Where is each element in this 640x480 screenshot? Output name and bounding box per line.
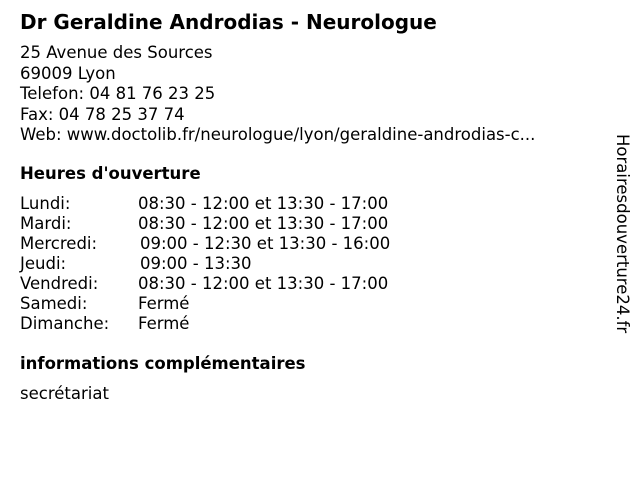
city-postcode: 69009 Lyon — [20, 63, 116, 83]
watermark-text: Horairesdouverture24.fr — [613, 134, 632, 334]
hours-value: Fermé — [138, 314, 190, 333]
hours-value: 09:00 - 12:30 et 13:30 - 16:00 — [140, 234, 391, 253]
page-title: Dr Geraldine Androdias - Neurologue — [20, 10, 437, 34]
day-label: Vendredi: — [20, 274, 99, 293]
hours-value: Fermé — [138, 294, 190, 313]
day-label: Mardi: — [20, 214, 72, 233]
street-address: 25 Avenue des Sources — [20, 43, 213, 62]
fax-number: Fax: 04 78 25 37 74 — [20, 104, 185, 124]
contact-block — [20, 43, 535, 146]
side-watermark — [602, 134, 640, 374]
hours-row-tuesday — [20, 214, 440, 234]
hours-row-saturday — [20, 294, 440, 314]
hours-value: 08:30 - 12:00 et 13:30 - 17:00 — [138, 194, 389, 213]
hours-value: 09:00 - 13:30 — [140, 254, 252, 273]
hours-row-monday — [20, 194, 440, 214]
hours-value: 08:30 - 12:00 et 13:30 - 17:00 — [138, 214, 389, 233]
day-label: Jeudi: — [20, 254, 67, 273]
day-label: Mercredi: — [20, 234, 98, 253]
hours-row-wednesday — [20, 234, 440, 254]
hours-value: 08:30 - 12:00 et 13:30 - 17:00 — [138, 274, 389, 293]
website-link[interactable]: Web: www.doctolib.fr/neurologue/lyon/geraldine-androdias-c... — [20, 125, 536, 144]
day-label: Samedi: — [20, 294, 88, 313]
opening-hours-table — [20, 194, 440, 334]
additional-info-heading: informations complémentaires — [20, 354, 306, 373]
opening-hours-heading: Heures d'ouverture — [20, 164, 201, 183]
day-label: Lundi: — [20, 194, 71, 213]
day-label: Dimanche: — [20, 314, 110, 333]
hours-row-thursday — [20, 254, 440, 274]
hours-row-friday — [20, 274, 440, 294]
phone-number: Telefon: 04 81 76 23 25 — [20, 84, 216, 103]
hours-row-sunday — [20, 314, 440, 334]
additional-info-text: secrétariat — [20, 384, 109, 403]
